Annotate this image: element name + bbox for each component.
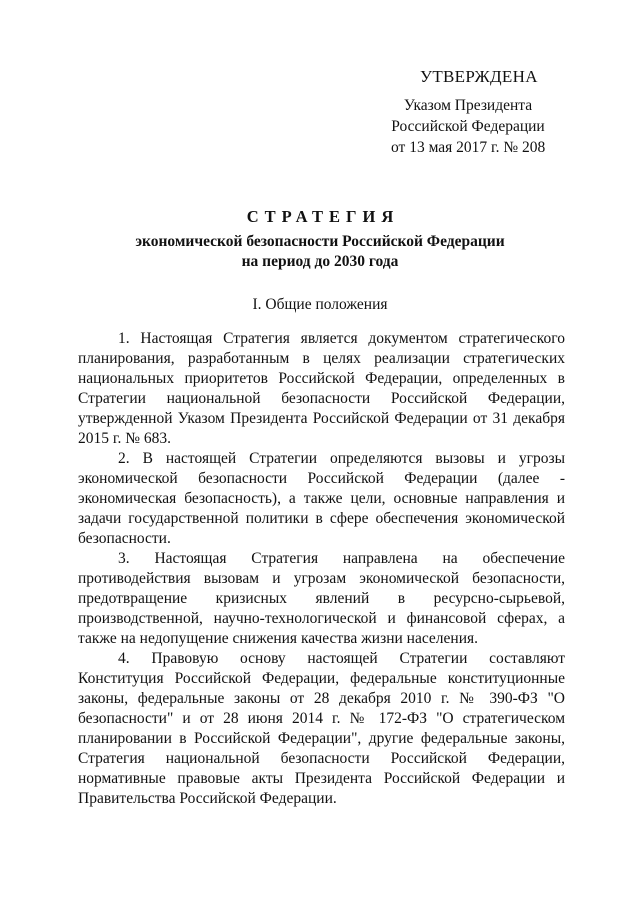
- paragraph-4: 4. Правовую основу настоящей Стратегии составляют Конституция Российской Федерации, федеральные конституционные законы, федеральные законы от 28 декабря 2010 г. № 390-ФЗ "О безопасности" и от 28 июня 2014 г. № 172-ФЗ "О стратегическом планировании в Российской Федерации", другие федеральные законы, Стратегия национальной безопасности Российской Федерации, нормативные правовые акты Президента Российской Федерации и Правительства Российской Федерации.: [78, 650, 565, 807]
- approval-stamp: [390, 66, 590, 158]
- section-heading: I. Общие положения: [252, 296, 388, 313]
- section-body: [78, 329, 565, 809]
- paragraph-1: 1. Настоящая Стратегия является документом стратегического планирования, разработанным в целях реализации стратегических национальных приоритетов Российской Федерации, определенных в Стратегии национальной безопасности Российской Федерации, утвержденной Указом Президента Российской Федерации от 31 декабря 2015 г. № 683.: [78, 330, 565, 447]
- approval-title: УТВЕРЖДЕНА: [420, 67, 538, 86]
- approval-line-date: от 13 мая 2017 г. № 208: [391, 139, 546, 156]
- document-subtitle-line2: на период до 2030 года: [241, 253, 399, 270]
- document-subtitle-line1: экономической безопасности Российской Федерации: [135, 233, 505, 250]
- paragraph-2: 2. В настоящей Стратегии определяются вызовы и угрозы экономической безопасности Российской Федерации (далее - экономическая безопасность), а также цели, основные направления и задачи государственной политики в сфере обеспечения экономической безопасности.: [78, 450, 565, 547]
- approval-line-decree: Указом Президента: [403, 97, 533, 114]
- document-title-block: [0, 207, 640, 272]
- approval-line-country: Российской Федерации: [391, 118, 545, 135]
- paragraph-3: 3. Настоящая Стратегия направлена на обеспечение противодействия вызовам и угрозам экономической безопасности, предотвращение кризисных явлений в ресурсно-сырьевой, производственной, научно-технологической и финансовой сферах, а также на недопущение снижения качества жизни населения.: [78, 550, 565, 647]
- document-title: СТРАТЕГИЯ: [246, 207, 400, 226]
